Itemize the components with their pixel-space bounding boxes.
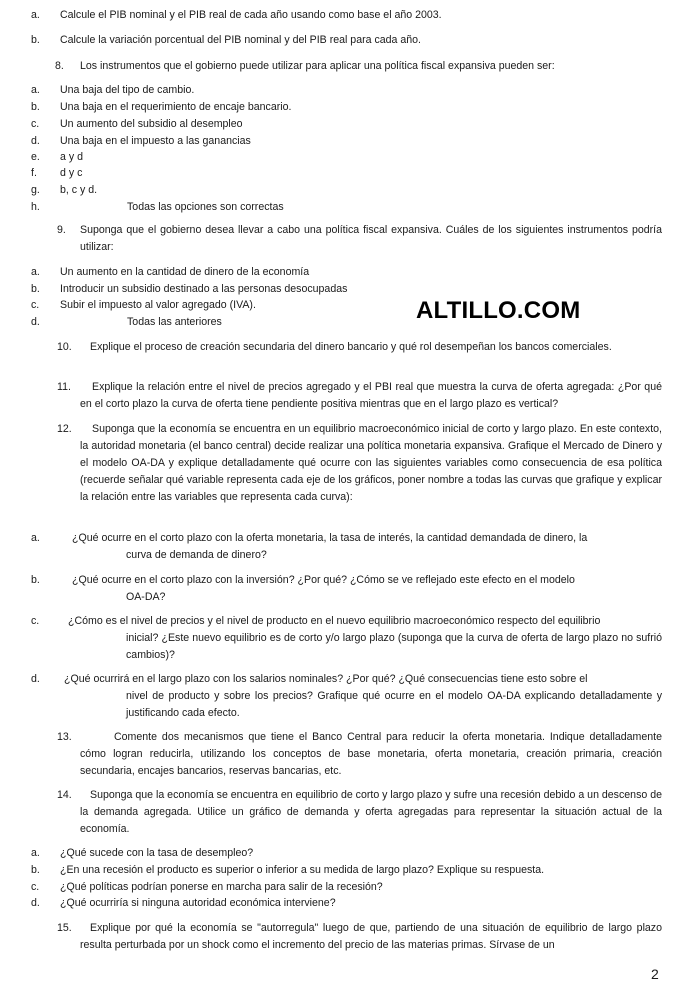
question-10-text: Explique el proceso de creación secundaria del dinero bancario y qué rol desempeñan los bancos comerciales. bbox=[90, 341, 612, 353]
item-b-text: Calcule la variación porcentual del PIB nominal y del PIB real para cada año. bbox=[60, 34, 421, 46]
question-12-number: 12. bbox=[57, 423, 72, 435]
question-9-text: Suponga que el gobierno desea llevar a cabo una política fiscal expansiva. Cuáles de los siguientes instrumentos podría utilizar: bbox=[80, 224, 662, 253]
question-8-text: Los instrumentos que el gobierno puede utilizar para aplicar una política fiscal expansiva pueden ser: bbox=[80, 60, 555, 72]
q12-subitem-d: ¿Qué ocurrirá en el largo plazo con los salarios nominales? ¿Por qué? ¿Qué consecuencias tiene esto sobre el nivel de producto y sobre los precios? Grafique qué ocurre en el modelo OA-DA explicando detalladamente y justificando cada efecto. bbox=[64, 673, 662, 719]
q9-option-text: Subir el impuesto al valor agregado (IVA). bbox=[60, 299, 256, 311]
q8-option-text: Una baja en el requerimiento de encaje bancario. bbox=[60, 101, 292, 113]
q9-option-text: Todas las anteriores bbox=[127, 316, 222, 328]
question-11-text: Explique la relación entre el nivel de precios agregado y el PBI real que muestra la curva de oferta agregada: ¿Por qué en el corto plazo la curva de oferta tiene pendiente positiva mientras que en el largo plazo es vertical? bbox=[80, 381, 662, 410]
q8-option-label: e. bbox=[31, 151, 40, 163]
q12-subitem-c: ¿Cómo es el nivel de precios y el nivel de producto en el nuevo equilibrio macroeconómico respecto del equilibrio inicial? ¿Este nuevo equilibrio es de corto y/o largo plazo (suponga que la curva de oferta de largo plazo no sufrió cambios)? bbox=[68, 615, 662, 661]
item-b-label: b. bbox=[31, 34, 40, 46]
q8-option-text: a y d bbox=[60, 151, 83, 163]
q14-option-label: c. bbox=[31, 881, 40, 893]
q8-option-text: b, c y d. bbox=[60, 184, 98, 196]
item-a-label: a. bbox=[31, 9, 40, 21]
q8-option-text: d y c bbox=[60, 167, 83, 179]
q8-option-text: Todas las opciones son correctas bbox=[127, 201, 284, 213]
q8-option-text: Una baja en el impuesto a las ganancias bbox=[60, 135, 251, 147]
q14-option-text: ¿En una recesión el producto es superior o inferior a su medida de largo plazo? Explique su respuesta. bbox=[60, 864, 545, 876]
q9-option-label: c. bbox=[31, 299, 40, 311]
question-13-text: Comente dos mecanismos que tiene el Banco Central para reducir la oferta monetaria. Indique detalladamente cómo logran reducirla, utilizando los conceptos de base monetaria, oferta monetaria, creación primaria, creación secundaria, encajes bancarios, reservas bancarias, etc. bbox=[80, 731, 662, 777]
question-8-number: 8. bbox=[55, 60, 64, 72]
q9-option-label: d. bbox=[31, 316, 40, 328]
page-number: 2 bbox=[651, 966, 659, 982]
q14-option-text: ¿Qué ocurriría si ninguna autoridad económica interviene? bbox=[60, 897, 336, 909]
q9-option-text: Un aumento en la cantidad de dinero de la economía bbox=[60, 266, 310, 278]
question-13-number: 13. bbox=[57, 731, 72, 743]
q14-option-label: d. bbox=[31, 897, 40, 909]
q12-subitem-label: c. bbox=[31, 615, 40, 627]
q9-option-label: b. bbox=[31, 283, 40, 295]
q14-option-text: ¿Qué políticas podrían ponerse en marcha para salir de la recesión? bbox=[60, 881, 383, 893]
q8-option-label: f. bbox=[31, 167, 37, 179]
q12-subitem-label: a. bbox=[31, 532, 40, 544]
q9-option-text: Introducir un subsidio destinado a las personas desocupadas bbox=[60, 283, 348, 295]
q12-subitem-label: d. bbox=[31, 673, 40, 685]
q8-option-label: b. bbox=[31, 101, 40, 113]
question-14-text: Suponga que la economía se encuentra en equilibrio de corto y largo plazo y sufre una recesión debido a un descenso de la demanda agregada. Utilice un gráfico de demanda y oferta agregadas para representar la situación actual de la economía. bbox=[80, 789, 662, 835]
q12-subitem-a: ¿Qué ocurre en el corto plazo con la oferta monetaria, la tasa de interés, la cantidad demandada de dinero, la curva de demanda de dinero? bbox=[72, 532, 588, 561]
question-10-number: 10. bbox=[57, 341, 72, 353]
watermark-logo: ALTILLO.COM bbox=[416, 297, 581, 324]
q8-option-label: g. bbox=[31, 184, 40, 196]
q12-subitem-b: ¿Qué ocurre en el corto plazo con la inversión? ¿Por qué? ¿Cómo se ve reflejado este efecto en el modelo OA-DA? bbox=[72, 574, 575, 603]
question-15-text: Explique por qué la economía se "autorregula" luego de que, partiendo de una situación de equilibrio de largo plazo resulta perturbada por un shock como el incremento del precio de las materias primas. Sírvase de un bbox=[80, 922, 662, 951]
item-a-text: Calcule el PIB nominal y el PIB real de cada año usando como base el año 2003. bbox=[60, 9, 442, 21]
question-12-text: Suponga que la economía se encuentra en un equilibrio macroeconómico inicial de corto y largo plazo. En este contexto, la autoridad monetaria (el banco central) decide realizar una política monetaria expansiva. Grafique el Mercado de Dinero y el modelo OA-DA y explique detalladamente qué ocurre con las siguientes variables como consecuencia de esa política (recuerde señalar qué variable representa cada eje de los gráficos, poner nombre a todas las curvas que grafique y explicar la relación entre las variables que representa cada curva): bbox=[80, 423, 662, 503]
q8-option-label: h. bbox=[31, 201, 40, 213]
question-11-number: 11. bbox=[57, 381, 71, 393]
q12-subitem-label: b. bbox=[31, 574, 40, 586]
q9-option-label: a. bbox=[31, 266, 40, 278]
question-15-number: 15. bbox=[57, 922, 72, 934]
q8-option-text: Un aumento del subsidio al desempleo bbox=[60, 118, 243, 130]
q14-option-text: ¿Qué sucede con la tasa de desempleo? bbox=[60, 847, 254, 859]
question-9-number: 9. bbox=[57, 224, 66, 236]
question-14-number: 14. bbox=[57, 789, 72, 801]
q8-option-label: a. bbox=[31, 84, 40, 96]
q8-option-label: d. bbox=[31, 135, 40, 147]
q8-option-text: Una baja del tipo de cambio. bbox=[60, 84, 195, 96]
q14-option-label: b. bbox=[31, 864, 40, 876]
q8-option-label: c. bbox=[31, 118, 40, 130]
q14-option-label: a. bbox=[31, 847, 40, 859]
